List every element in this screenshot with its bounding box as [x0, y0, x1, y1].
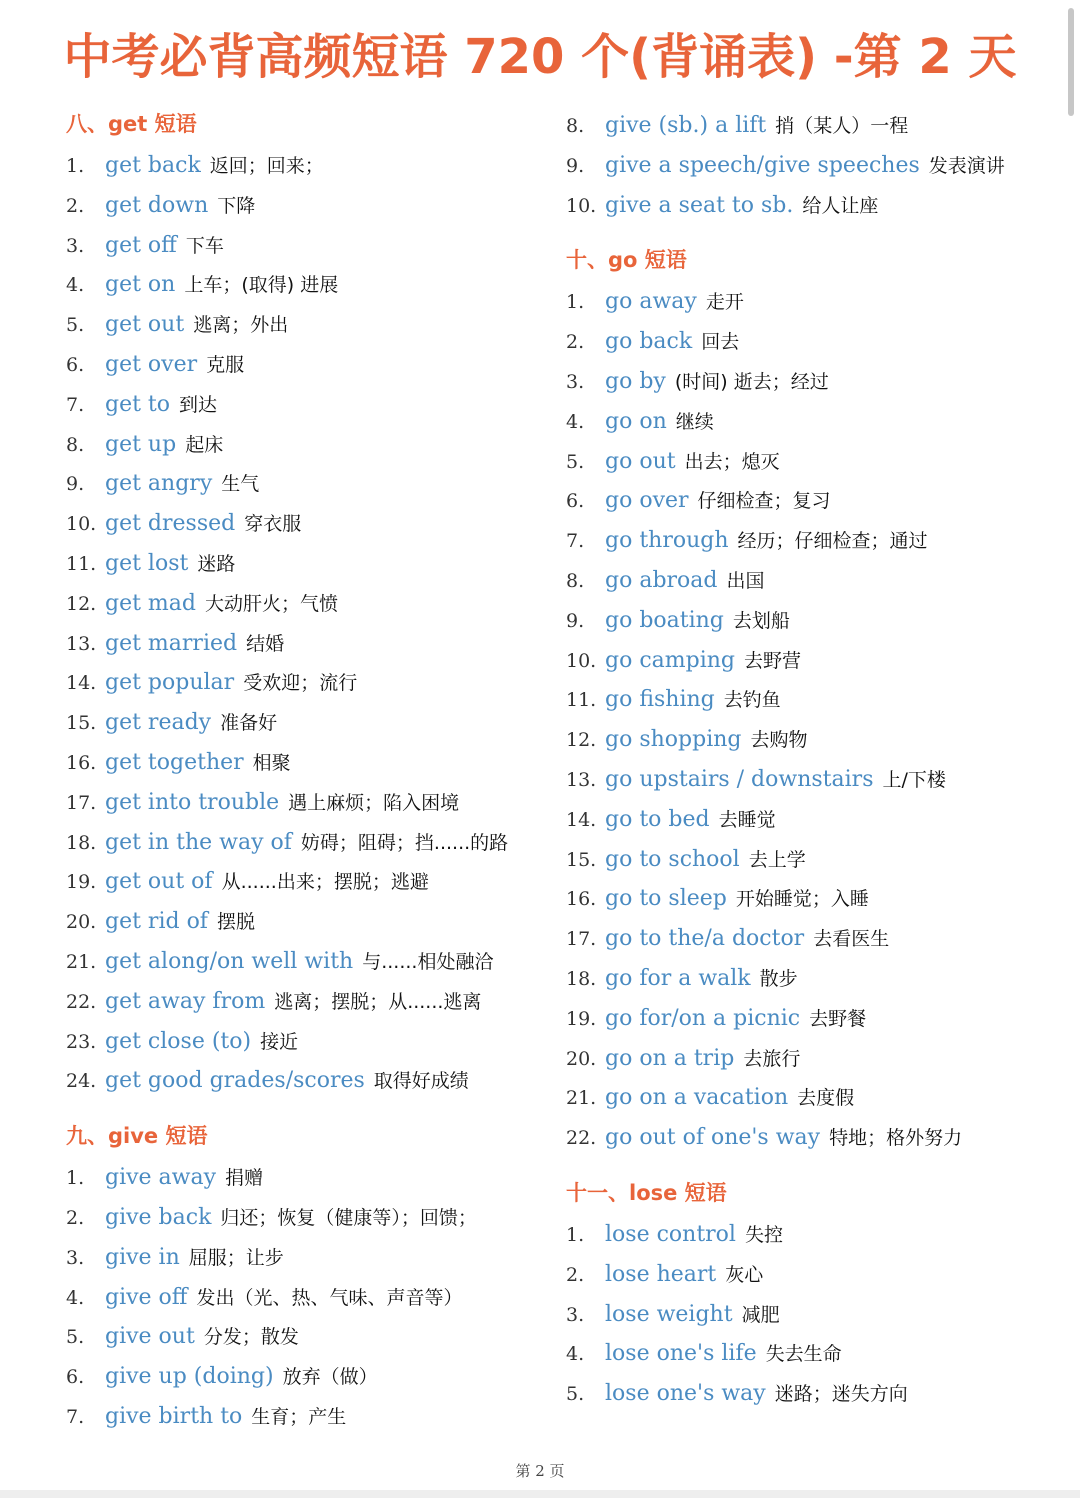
english-phrase: get into trouble: [105, 789, 280, 815]
item-number: 3.: [66, 234, 85, 257]
item-number: 21.: [66, 950, 97, 973]
bottom-divider: [0, 1490, 1080, 1498]
english-phrase: go on: [605, 408, 667, 434]
english-phrase: go out: [605, 448, 676, 474]
item-number: 5.: [566, 450, 585, 473]
phrase-item: [566, 1374, 1056, 1414]
item-number: 4.: [66, 1286, 85, 1309]
phrase-item: [566, 561, 1056, 601]
item-number: 14.: [566, 808, 597, 831]
item-number: 1.: [66, 155, 85, 177]
phrase-item: [66, 504, 556, 544]
chinese-meaning: 克服: [206, 353, 245, 376]
item-number: 8.: [566, 569, 585, 592]
phrase-item: [66, 1238, 556, 1278]
english-phrase: lose one's life: [605, 1341, 757, 1367]
english-phrase: go boating: [605, 607, 724, 633]
english-phrase: go camping: [605, 647, 735, 673]
item-number: 20.: [66, 911, 97, 934]
english-phrase: go on a vacation: [605, 1085, 789, 1111]
english-phrase: get out: [105, 312, 185, 338]
item-number: 5.: [566, 1383, 585, 1406]
phrase-item: [66, 385, 556, 425]
english-phrase: get up: [105, 431, 177, 457]
english-phrase: go by: [605, 368, 666, 394]
phrase-item: [66, 1061, 556, 1101]
item-number: 13.: [66, 632, 97, 655]
item-number: 14.: [66, 672, 97, 695]
phrase-item: [66, 862, 556, 902]
phrase-item: [566, 641, 1056, 681]
english-phrase: get together: [105, 749, 244, 775]
section-title: 十、go 短语: [566, 248, 687, 273]
phrase-item: [566, 1295, 1056, 1335]
phrase-item: [66, 942, 556, 982]
chinese-meaning: 受欢迎；流行: [243, 672, 358, 695]
english-phrase: give birth to: [105, 1403, 243, 1429]
phrase-item: [66, 345, 556, 385]
chinese-meaning: 分发；散发: [203, 1326, 299, 1349]
item-number: 10.: [566, 194, 597, 217]
chinese-meaning: 摆脱: [216, 911, 255, 934]
phrase-item: [66, 703, 556, 743]
phrase-item: [566, 919, 1056, 959]
phrase-item: [566, 1334, 1056, 1374]
item-number: 2.: [66, 1206, 85, 1229]
chinese-meaning: 开始睡觉；入睡: [735, 888, 869, 911]
chinese-meaning: 上/下楼: [882, 768, 946, 791]
phrase-item: [566, 1215, 1056, 1255]
item-number: 18.: [566, 967, 597, 990]
chinese-meaning: 去钓鱼: [723, 689, 781, 712]
section-title: 八、get 短语: [66, 112, 197, 136]
english-phrase: get popular: [105, 670, 235, 696]
chinese-meaning: 去上学: [748, 848, 806, 871]
item-number: 21.: [566, 1087, 597, 1110]
left-column: [66, 106, 556, 1437]
chinese-meaning: 继续: [675, 410, 714, 433]
english-phrase: give a speech/give speeches: [605, 152, 920, 178]
chinese-meaning: 放弃（做）: [282, 1366, 378, 1389]
item-number: 6.: [566, 490, 585, 513]
item-number: 8.: [66, 433, 85, 456]
english-phrase: get lost: [105, 550, 189, 576]
chinese-meaning: 迷路；迷失方向: [774, 1383, 908, 1406]
chinese-meaning: 遇上麻烦；陷入困境: [288, 791, 460, 814]
chinese-meaning: 穿衣服: [244, 513, 302, 536]
chinese-meaning: 去睡觉: [718, 808, 776, 831]
section-title: 九、give 短语: [66, 1124, 208, 1149]
phrase-item: [566, 402, 1056, 442]
item-number: 17.: [566, 928, 597, 951]
english-phrase: lose heart: [605, 1261, 717, 1287]
chinese-meaning: 与......相处融洽: [362, 950, 494, 973]
chinese-meaning: 去野营: [744, 649, 802, 672]
item-number: 22.: [66, 990, 97, 1013]
phrase-item: [66, 743, 556, 783]
english-phrase: give up (doing): [105, 1364, 274, 1390]
item-number: 4.: [66, 274, 85, 297]
item-number: 3.: [66, 1246, 85, 1269]
chinese-meaning: 走开: [705, 291, 744, 314]
phrase-section: [66, 1118, 556, 1437]
chinese-meaning: 妨碍；阻碍；挡......的路: [300, 831, 509, 854]
item-number: 24.: [66, 1070, 97, 1093]
phrase-item: [66, 823, 556, 863]
phrase-item: [66, 425, 556, 465]
item-number: 5.: [66, 1326, 85, 1349]
item-number: 13.: [566, 768, 597, 791]
chinese-meaning: 迷路: [197, 552, 236, 575]
item-number: 23.: [66, 1030, 97, 1053]
chinese-meaning: 发出（光、热、气味、声音等）: [196, 1286, 463, 1309]
phrase-item: [66, 1397, 556, 1437]
chinese-meaning: 归还；恢复（健康等）；回馈；: [220, 1206, 477, 1229]
chinese-meaning: 到达: [179, 393, 218, 416]
phrase-item: [66, 1158, 556, 1198]
chinese-meaning: 准备好: [220, 712, 278, 735]
item-number: 15.: [66, 712, 97, 735]
english-phrase: get away from: [105, 988, 266, 1014]
phrase-item: [566, 146, 1056, 186]
chinese-meaning: 下车: [185, 234, 224, 257]
chinese-meaning: 出去；熄灭: [684, 450, 780, 473]
chinese-meaning: 去度假: [797, 1087, 855, 1110]
english-phrase: give back: [105, 1204, 212, 1230]
chinese-meaning: 捐赠: [225, 1167, 264, 1190]
item-number: 10.: [566, 649, 597, 672]
item-number: 6.: [66, 1366, 85, 1389]
item-number: 19.: [66, 871, 97, 894]
chinese-meaning: 从......出来；摆脱；逃避: [221, 871, 429, 894]
english-phrase: go through: [605, 528, 729, 554]
phrase-item: [66, 1022, 556, 1062]
item-number: 17.: [66, 791, 97, 814]
phrase-item: [66, 584, 556, 624]
item-number: 6.: [66, 353, 85, 376]
phrase-item: [66, 1357, 556, 1397]
phrase-item: [66, 1198, 556, 1238]
english-phrase: get ready: [105, 710, 212, 736]
english-phrase: go for/on a picnic: [605, 1005, 801, 1031]
item-number: 4.: [566, 1343, 585, 1366]
english-phrase: give away: [105, 1165, 217, 1191]
english-phrase: go to bed: [605, 806, 710, 832]
item-number: 12.: [566, 729, 597, 752]
chinese-meaning: 接近: [260, 1030, 299, 1053]
english-phrase: lose weight: [605, 1301, 733, 1327]
chinese-meaning: 逃离；外出: [193, 314, 289, 337]
phrase-item: [566, 800, 1056, 840]
english-phrase: go fishing: [605, 687, 715, 713]
chinese-meaning: (时间) 逝去；经过: [674, 370, 829, 393]
english-phrase: get back: [105, 153, 201, 178]
phrase-item: [566, 1039, 1056, 1079]
chinese-meaning: 上车；(取得) 进展: [184, 274, 339, 297]
chinese-meaning: 生气: [221, 473, 260, 496]
english-phrase: get along/on well with: [105, 948, 354, 974]
chinese-meaning: 回去: [701, 331, 740, 354]
item-number: 16.: [66, 751, 97, 774]
phrase-item: [66, 783, 556, 823]
phrase-item: [566, 282, 1056, 322]
phrase-item: [566, 840, 1056, 880]
item-number: 18.: [66, 831, 97, 854]
item-number: 10.: [66, 513, 97, 536]
chinese-meaning: 失控: [744, 1223, 783, 1246]
english-phrase: give in: [105, 1244, 180, 1270]
phrase-item: [66, 464, 556, 504]
phrase-item: [566, 362, 1056, 402]
chinese-meaning: 去看医生: [813, 928, 890, 951]
english-phrase: lose control: [605, 1221, 736, 1247]
phrase-item: [566, 1255, 1056, 1295]
english-phrase: get mad: [105, 590, 196, 616]
chinese-meaning: 起床: [185, 433, 224, 456]
english-phrase: get over: [105, 351, 198, 377]
item-number: 16.: [566, 888, 597, 911]
english-phrase: give out: [105, 1324, 195, 1350]
english-phrase: go for a walk: [605, 965, 751, 991]
chinese-meaning: 逃离；摆脱；从......逃离: [274, 990, 482, 1013]
phrase-item: [566, 720, 1056, 760]
phrase-item: [66, 226, 556, 266]
chinese-meaning: 出国: [726, 569, 765, 592]
english-phrase: go over: [605, 488, 689, 514]
item-number: 2.: [66, 194, 85, 217]
english-phrase: give off: [105, 1284, 188, 1310]
chinese-meaning: 取得好成绩: [373, 1070, 469, 1093]
english-phrase: get married: [105, 630, 238, 656]
phrase-section: [566, 106, 1056, 225]
phrase-item: [66, 982, 556, 1022]
chinese-meaning: 仔细检查；复习: [697, 490, 831, 513]
english-phrase: go to sleep: [605, 886, 727, 912]
phrase-item: [566, 601, 1056, 641]
phrase-item: [566, 999, 1056, 1039]
item-number: 9.: [566, 609, 585, 632]
english-phrase: get to: [105, 391, 171, 417]
phrase-item: [66, 544, 556, 584]
item-number: 1.: [566, 1223, 585, 1246]
chinese-meaning: 相聚: [252, 751, 291, 774]
phrase-item: [66, 624, 556, 664]
phrase-item: [566, 1078, 1056, 1118]
chinese-meaning: 去野餐: [809, 1007, 867, 1030]
chinese-meaning: 去旅行: [743, 1047, 801, 1070]
phrase-item: [66, 663, 556, 703]
chinese-meaning: 下降: [217, 194, 256, 217]
chinese-meaning: 返回；回来；: [209, 155, 324, 177]
english-phrase: get rid of: [105, 909, 208, 935]
chinese-meaning: 特地；格外努力: [829, 1127, 963, 1150]
chinese-meaning: 大动肝火；气愤: [205, 592, 339, 615]
english-phrase: go to school: [605, 846, 740, 872]
item-number: 7.: [566, 530, 585, 553]
item-number: 15.: [566, 848, 597, 871]
chinese-meaning: 生育；产生: [251, 1405, 347, 1428]
english-phrase: go abroad: [605, 567, 718, 593]
item-number: 11.: [566, 689, 597, 712]
item-number: 3.: [566, 370, 585, 393]
phrase-item: [66, 902, 556, 942]
english-phrase: go back: [605, 329, 693, 355]
phrase-item: [566, 521, 1056, 561]
phrase-item: [566, 481, 1056, 521]
english-phrase: give (sb.) a lift: [605, 113, 767, 138]
item-number: 2.: [566, 331, 585, 354]
section-gap: [566, 225, 1056, 242]
right-column: [566, 106, 1056, 1414]
item-number: 8.: [566, 115, 585, 137]
english-phrase: go shopping: [605, 727, 742, 753]
phrase-item: [566, 1118, 1056, 1158]
phrase-item: [566, 879, 1056, 919]
phrase-item: [66, 186, 556, 226]
item-number: 2.: [566, 1263, 585, 1286]
item-number: 7.: [66, 393, 85, 416]
english-phrase: go on a trip: [605, 1045, 735, 1071]
chinese-meaning: 灰心: [725, 1263, 764, 1286]
phrase-item: [66, 1278, 556, 1318]
english-phrase: get down: [105, 192, 209, 218]
english-phrase: go out of one's way: [605, 1125, 821, 1151]
phrase-item: [66, 146, 556, 186]
english-phrase: go away: [605, 289, 697, 315]
phrase-item: [566, 442, 1056, 482]
item-number: 20.: [566, 1047, 597, 1070]
item-number: 11.: [66, 552, 97, 575]
english-phrase: lose one's way: [605, 1381, 766, 1407]
page-title: 中考必背高频短语 720 个(背诵表) -第 2 天: [63, 29, 1017, 85]
english-phrase: get in the way of: [105, 829, 292, 855]
section-title: 十一、lose 短语: [566, 1180, 727, 1205]
english-phrase: get out of: [105, 869, 213, 895]
item-number: 22.: [566, 1127, 597, 1150]
item-number: 1.: [566, 291, 585, 314]
phrase-section: [566, 242, 1056, 1158]
item-number: 9.: [566, 154, 585, 177]
chinese-meaning: 去购物: [750, 729, 808, 752]
item-number: 4.: [566, 410, 585, 433]
phrase-section: [566, 1175, 1056, 1414]
english-phrase: get close (to): [105, 1028, 252, 1054]
chinese-meaning: 失去生命: [765, 1343, 842, 1366]
phrase-item: [566, 959, 1056, 999]
english-phrase: go to the/a doctor: [605, 926, 805, 952]
chinese-meaning: 屈服；让步: [188, 1246, 284, 1269]
phrase-section: [66, 106, 556, 1101]
chinese-meaning: 减肥: [741, 1303, 780, 1326]
phrase-item: [66, 1317, 556, 1357]
phrase-item: [66, 265, 556, 305]
phrase-item: [566, 322, 1056, 362]
item-number: 3.: [566, 1303, 585, 1326]
phrase-item: [566, 680, 1056, 720]
phrase-item: [566, 186, 1056, 226]
item-number: 5.: [66, 314, 85, 337]
english-phrase: get dressed: [105, 511, 236, 537]
item-number: 1.: [66, 1167, 85, 1190]
item-number: 7.: [66, 1405, 85, 1428]
chinese-meaning: 发表演讲: [928, 154, 1005, 177]
english-phrase: get angry: [105, 471, 213, 497]
item-number: 19.: [566, 1007, 597, 1030]
chinese-meaning: 结婚: [246, 632, 285, 655]
chinese-meaning: 经历；仔细检查；通过: [737, 530, 928, 553]
english-phrase: get on: [105, 272, 176, 298]
english-phrase: go upstairs / downstairs: [605, 766, 874, 792]
phrase-item: [566, 760, 1056, 800]
section-gap: [566, 1158, 1056, 1175]
phrase-item: [66, 305, 556, 345]
item-number: 12.: [66, 592, 97, 615]
chinese-meaning: 给人让座: [802, 194, 879, 217]
chinese-meaning: 捎（某人）一程: [775, 115, 909, 137]
phrase-item: [566, 106, 1056, 146]
page-footer: 第 2 页: [515, 1462, 565, 1480]
english-phrase: get off: [105, 232, 177, 258]
chinese-meaning: 去划船: [732, 609, 790, 632]
english-phrase: get good grades/scores: [105, 1068, 365, 1094]
english-phrase: give a seat to sb.: [605, 192, 794, 218]
item-number: 9.: [66, 473, 85, 496]
section-gap: [66, 1101, 556, 1118]
chinese-meaning: 散步: [759, 967, 798, 990]
